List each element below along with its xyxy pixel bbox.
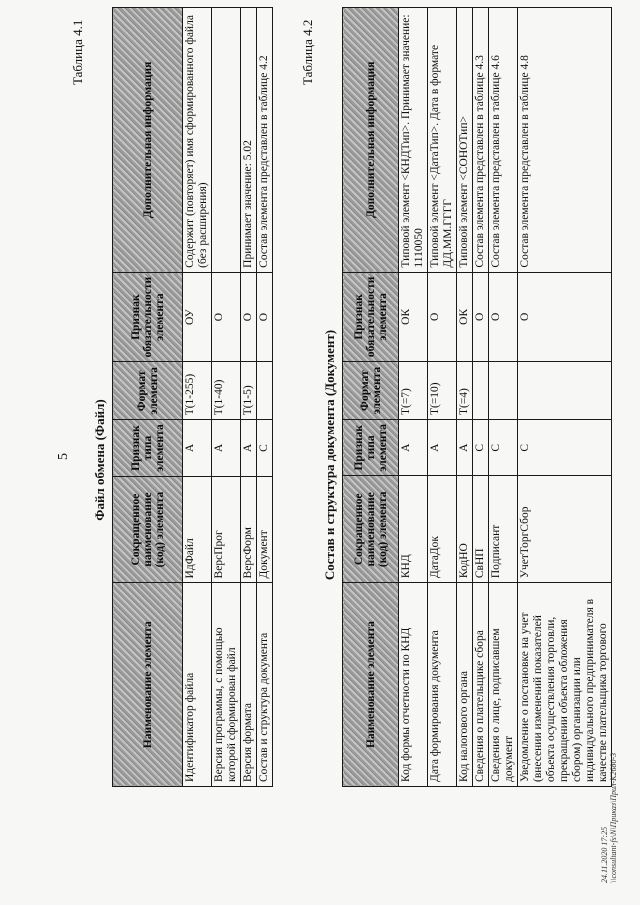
table-cell: Сведения о плательщике сбора [473, 583, 489, 787]
table-cell: О [241, 272, 257, 362]
table1 [112, 7, 273, 787]
page-number: 5 [56, 453, 71, 460]
table-cell: Состав элемента представлен в таблице 4.2 [257, 8, 273, 273]
table2 [342, 7, 612, 787]
table-cell [473, 362, 489, 420]
table-cell: ВерсПрог [212, 476, 241, 583]
table-cell: Дата формирования документа [428, 583, 457, 787]
table-row [428, 8, 457, 787]
table-cell: А [241, 420, 257, 476]
table-cell: О [473, 272, 489, 362]
table-cell: Сведения о лице, подписавшем документ [489, 583, 518, 787]
table-cell: Версия программы, с помощью которой сформирован файл [212, 583, 241, 787]
table-cell: Состав элемента представлен в таблице 4.3 [473, 8, 489, 273]
table2-label: Таблица 4.2 [300, 19, 315, 85]
header-cell: Наименование элемента [113, 583, 183, 787]
footer [600, 753, 618, 883]
table-cell: Документ [257, 476, 273, 583]
table-cell: Т(=4) [457, 362, 473, 420]
header-cell: Формат элемента [343, 362, 399, 420]
table-cell: Код налогового органа [457, 583, 473, 787]
table-row [473, 8, 489, 787]
header-cell: Признак типа элемента [113, 420, 183, 476]
table-cell: А [399, 420, 428, 476]
table-cell: ВерсФорм [241, 476, 257, 583]
table-cell: КодНО [457, 476, 473, 583]
table-cell: Т(1-40) [212, 362, 241, 420]
table-cell: КНД [399, 476, 428, 583]
table-row [257, 8, 273, 787]
table-cell: Типовой элемент <КНДТип>. Принимает значение: 1110050 [399, 8, 428, 273]
table-cell: Версия формата [241, 583, 257, 787]
table-cell: С [473, 420, 489, 476]
table-cell [257, 362, 273, 420]
table-cell: А [428, 420, 457, 476]
table-cell: О [428, 272, 457, 362]
table-cell [518, 362, 612, 420]
table-row [212, 8, 241, 787]
footer-path: \\consultant-fs\N\Приказ\Прил-К2680-3 [609, 752, 618, 883]
table-cell: Состав и структура документа [257, 583, 273, 787]
table-cell: А [183, 420, 212, 476]
header-cell: Признак обязательности элемента [343, 272, 399, 362]
table-cell: С [489, 420, 518, 476]
table-cell: А [212, 420, 241, 476]
table-cell: Содержит (повторяет) имя сформированного файла (без расширения) [183, 8, 212, 273]
table1-title: Файл обмена (Файл) [92, 399, 107, 521]
footer-timestamp: 24.11.2020 17:25 [600, 826, 609, 883]
table-cell: Состав элемента представлен в таблице 4.6 [489, 8, 518, 273]
table-cell: Идентификатор файла [183, 583, 212, 787]
table-cell: Т(1-5) [241, 362, 257, 420]
table-cell: Подписант [489, 476, 518, 583]
table-row [183, 8, 212, 787]
table-cell [212, 8, 241, 273]
table-cell: О [257, 272, 273, 362]
table-cell: Принимает значение: 5.02 [241, 8, 257, 273]
table-cell: С [257, 420, 273, 476]
table-cell: ОК [457, 272, 473, 362]
header-cell: Признак обязательности элемента [113, 272, 183, 362]
table1-header-row [113, 8, 183, 787]
header-cell: Наименование элемента [343, 583, 399, 787]
table2-header-row [343, 8, 399, 787]
table-row [489, 8, 518, 787]
table-cell: О [489, 272, 518, 362]
table-cell: А [457, 420, 473, 476]
table-cell: Код формы отчетности по КНД [399, 583, 428, 787]
table-cell [489, 362, 518, 420]
header-cell: Сокращенное наименование (код) элемента [343, 476, 399, 583]
table-row [457, 8, 473, 787]
table-cell: О [212, 272, 241, 362]
header-cell: Формат элемента [113, 362, 183, 420]
header-cell: Сокращенное наименование (код) элемента [113, 476, 183, 583]
table1-label: Таблица 4.1 [70, 19, 85, 85]
table-cell: О [518, 272, 612, 362]
table-cell: Состав элемента представлен в таблице 4.8 [518, 8, 612, 273]
table2-title: Состав и структура документа (Документ) [322, 329, 337, 581]
header-cell: Признак типа элемента [343, 420, 399, 476]
table-cell: Т(1-255) [183, 362, 212, 420]
table-cell: ИдФайл [183, 476, 212, 583]
table-cell: Т(=10) [428, 362, 457, 420]
table-cell: ДатаДок [428, 476, 457, 583]
table-row [241, 8, 257, 787]
header-cell: Дополнительная информация [113, 8, 183, 273]
table-row [399, 8, 428, 787]
table-cell: Т(=7) [399, 362, 428, 420]
table-cell: УчетТоргСбор [518, 476, 612, 583]
table-cell: ОК [399, 272, 428, 362]
table-row [518, 8, 612, 787]
table-cell: СвНП [473, 476, 489, 583]
table-cell: Типовой элемент <ДатаТип>. Дата в формате ДД.ММ.ГГГГ [428, 8, 457, 273]
table-cell: Типовой элемент <СОНОТип> [457, 8, 473, 273]
table-cell: Уведомление о постановке на учет (внесении изменений показателей объекта осуществления торговли, прекращении объекта обложения сбором) организации или индивидуального предпринимателя в качестве плательщика торгового [518, 583, 612, 787]
table-cell: ОУ [183, 272, 212, 362]
header-cell: Дополнительная информация [343, 8, 399, 273]
table-cell: С [518, 420, 612, 476]
